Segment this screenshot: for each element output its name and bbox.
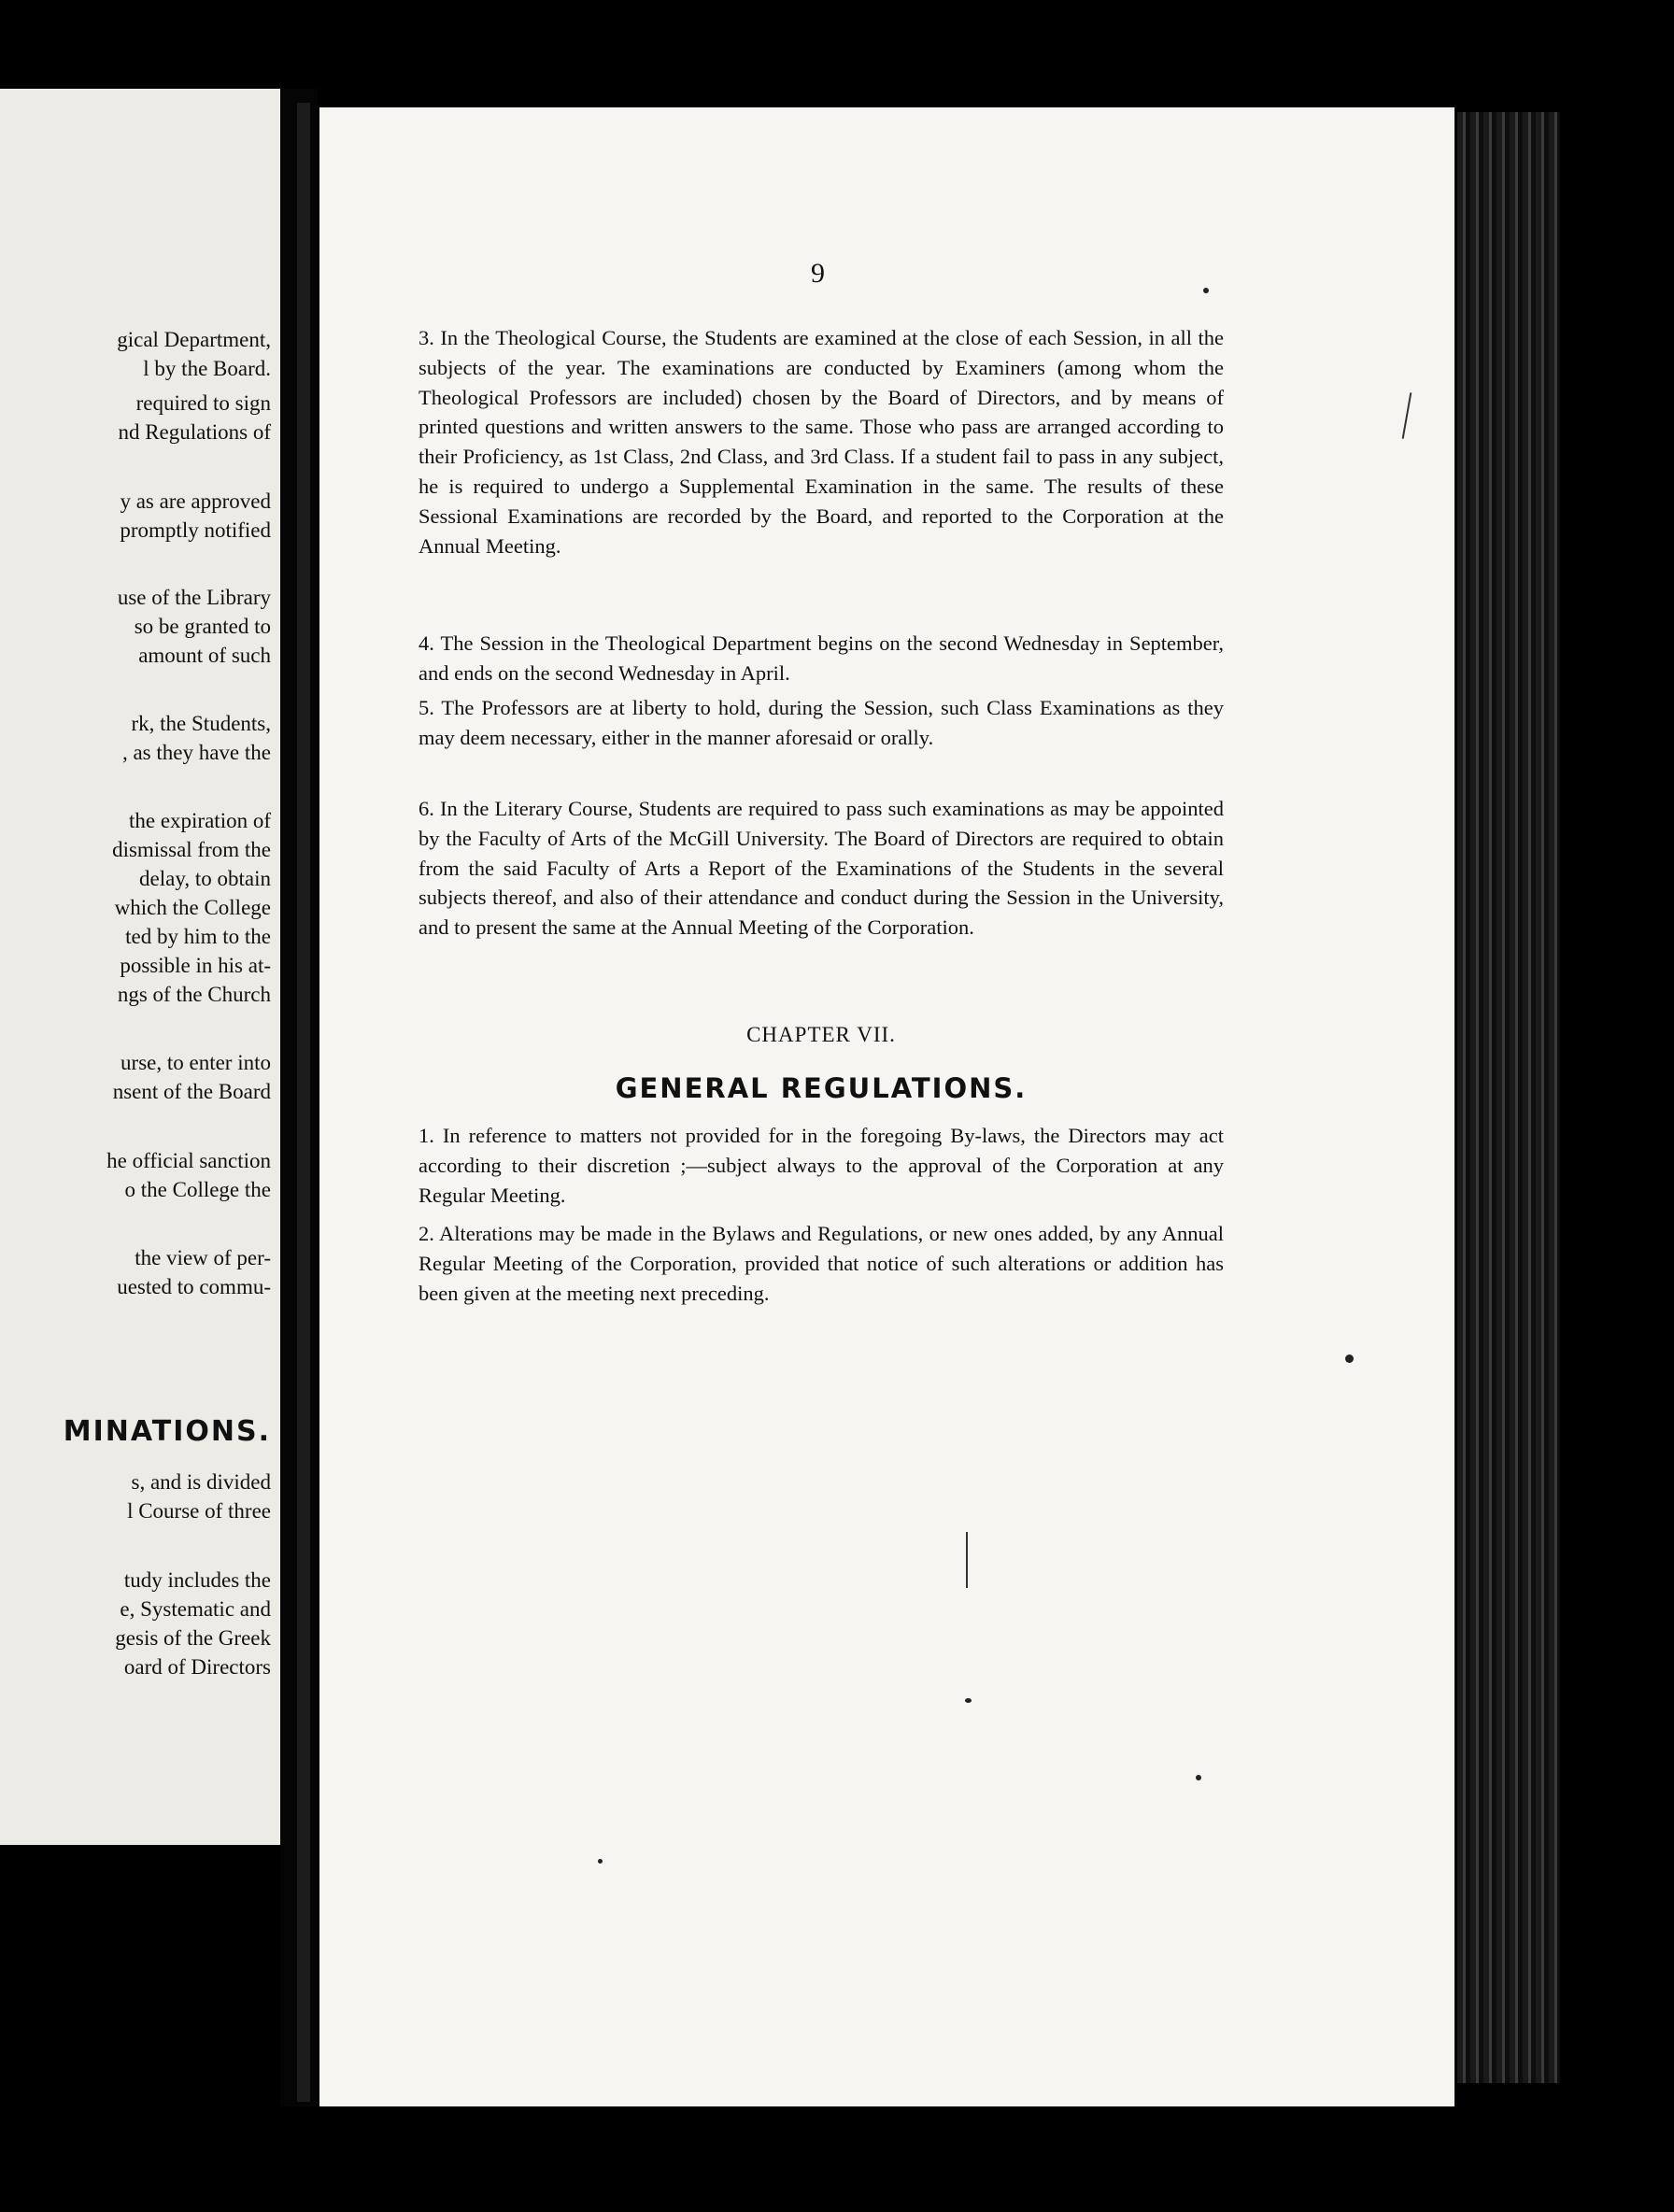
left-page-line: the expiration of xyxy=(128,809,271,832)
paragraph-text: 2. Alterations may be made in the Bylaws and Regulations, or new ones added, by any Annual Regular Meeting of the Corporation, provided that notice of such alterations or addition has been given at the meeting next preceding. xyxy=(418,1222,1224,1305)
left-page-line: e, Systematic and xyxy=(120,1597,271,1621)
film-scratch xyxy=(966,1532,968,1588)
chapter-heading: CHAPTER VII. xyxy=(746,1023,896,1046)
dust-speck xyxy=(965,1698,972,1703)
left-page-line: which the College xyxy=(114,896,271,919)
left-page-line: ted by him to the xyxy=(125,925,271,948)
paragraph-text: 3. In the Theological Course, the Students are examined at the close of each Session, in all the subjects of the year. The examinations are conducted by Examiners (among whom the Theological Professors are included) chosen by the Board of Directors, and by means of printed questions and written answers to the same. Those who pass are arranged according to their Proficiency, as 1st Class, 2nd Class, and 3rd Class. If a student fail to pass in any subject, he is required to undergo a Supplemental Examination in the same. The results of these Sessional Examinations are recorded by the Board, and reported to the Corporation at the Annual Meeting. xyxy=(418,326,1224,558)
paragraph-text: 6. In the Literary Course, Students are required to pass such examinations as may be appointed by the Faculty of Arts of the McGill University. The Board of Directors are required to obtain from the said Faculty of Arts a Report of the Examinations of the Students in the several subjects thereof, and also of their attendance and conduct during the Session in the University, and to present the same at the Annual Meeting of the Corporation. xyxy=(418,797,1224,940)
left-page-line: oard of Directors xyxy=(123,1655,271,1679)
dust-speck xyxy=(1345,1354,1354,1363)
left-page-line: l Course of three xyxy=(127,1499,271,1523)
dust-speck xyxy=(1203,288,1209,293)
left-page-line: amount of such xyxy=(138,644,271,667)
paragraph-5 xyxy=(418,693,1224,753)
paragraph-text: 5. The Professors are at liberty to hold, during the Session, such Class Examinations as they may deem necessary, either in the manner aforesaid or orally. xyxy=(418,696,1224,749)
left-page-line: tudy includes the xyxy=(123,1568,271,1592)
paragraph-3 xyxy=(418,323,1224,560)
left-page-line: rk, the Students, xyxy=(131,712,271,735)
left-page-line: dismissal from the xyxy=(112,838,271,861)
paragraph-4 xyxy=(418,629,1224,688)
left-page-fragment xyxy=(0,89,280,1845)
left-page-line: y as are approved xyxy=(120,489,271,513)
left-page-line: urse, to enter into xyxy=(121,1051,271,1074)
paragraph-text: 1. In reference to matters not provided for in the foregoing By-laws, the Directors may act according to their discretion ;—subject always to the approval of the Corporation at any Regular Meeting. xyxy=(418,1124,1224,1207)
left-page-line: l by the Board. xyxy=(143,357,271,380)
regulation-2 xyxy=(418,1219,1224,1308)
left-page-line: gesis of the Greek xyxy=(115,1626,271,1650)
dust-speck xyxy=(598,1859,603,1864)
left-page-line: o the College the xyxy=(124,1178,271,1201)
left-page-line: use of the Library xyxy=(117,586,271,609)
left-page-line: so be granted to xyxy=(134,615,271,638)
left-page-line: nsent of the Board xyxy=(112,1080,271,1103)
left-page-line: gical Department, xyxy=(117,328,271,351)
left-page-line: delay, to obtain xyxy=(139,867,271,890)
left-page-line: promptly notified xyxy=(120,518,271,542)
left-page-line: nd Regulations of xyxy=(118,420,271,444)
paragraph-6 xyxy=(418,794,1224,943)
dust-speck xyxy=(1196,1775,1201,1780)
left-page-line: , as they have the xyxy=(121,741,271,764)
left-page-line: the view of per- xyxy=(135,1246,271,1269)
left-page-line: he official sanction xyxy=(106,1149,271,1172)
left-page-line: possible in his at- xyxy=(120,954,271,977)
page-edge-stack xyxy=(1457,112,1560,2083)
left-page-line: ngs of the Church xyxy=(117,983,271,1006)
gutter-shadow xyxy=(297,103,310,2102)
left-page-line: required to sign xyxy=(135,391,271,415)
paragraph-text: 4. The Session in the Theological Department begins on the second Wednesday in September, and ends on the second Wednesday in April. xyxy=(418,631,1224,685)
page-number: 9 xyxy=(811,258,825,289)
section-title: GENERAL REGULATIONS. xyxy=(615,1072,1028,1104)
left-page-line: uested to commu- xyxy=(117,1275,271,1298)
regulation-1 xyxy=(418,1121,1224,1210)
left-page-line: s, and is divided xyxy=(131,1470,271,1494)
left-page-heading: MINATIONS. xyxy=(63,1415,271,1448)
